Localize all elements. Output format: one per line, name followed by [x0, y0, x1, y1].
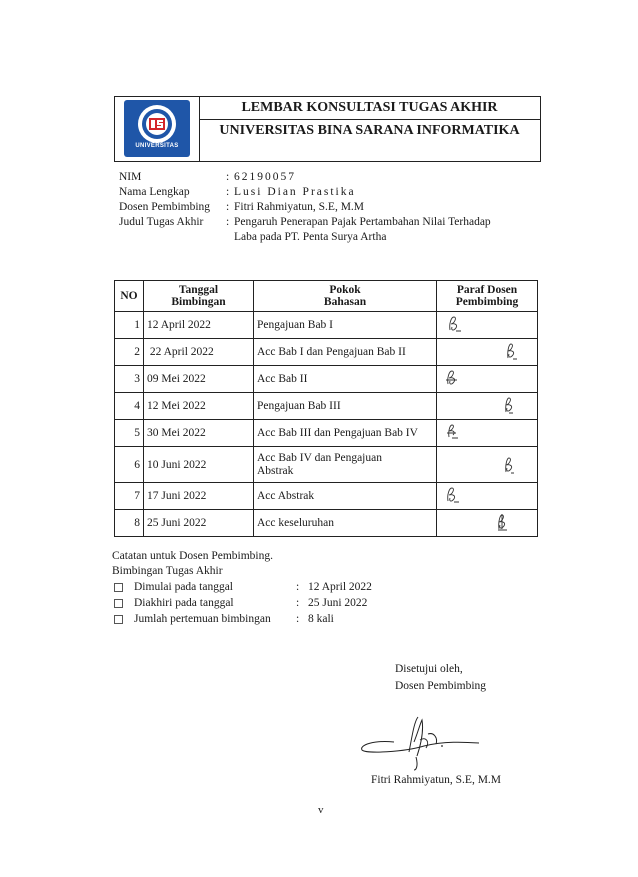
- initial-signature-icon: [499, 455, 519, 475]
- logo-caption: UNIVERSITAS: [135, 143, 179, 149]
- row-topic: [254, 447, 437, 483]
- checkbox-icon: [114, 599, 123, 608]
- table-row: [115, 393, 538, 420]
- row-no: 5: [115, 420, 144, 447]
- row-topic: Acc keseluruhan: [254, 510, 437, 537]
- table-row: [115, 312, 538, 339]
- header-no: NO: [115, 281, 144, 312]
- header-paraf-line1: Paraf Dosen: [456, 284, 518, 296]
- row-date: 12 April 2022: [144, 312, 254, 339]
- header-topic-line1: Pokok: [329, 284, 361, 296]
- note-value: 25 Juni 2022: [308, 597, 368, 609]
- note-item-end: [112, 595, 368, 611]
- table-row: [115, 420, 538, 447]
- header-box: [114, 96, 541, 162]
- note-item-start: [112, 579, 372, 595]
- consultation-table-wrap: [114, 280, 538, 537]
- note-item-count: [112, 611, 334, 627]
- header-date-line1: Tanggal: [178, 284, 219, 296]
- initial-signature-icon: [499, 395, 519, 415]
- row-paraf: [437, 393, 538, 420]
- page-number: v: [318, 804, 324, 816]
- header-date: [144, 281, 254, 312]
- advisor-value: Fitri Rahmiyatun, S.E, M.M: [234, 201, 365, 213]
- table-row: [115, 483, 538, 510]
- approval-block: [395, 661, 486, 695]
- row-topic: Pengajuan Bab I: [254, 312, 437, 339]
- form-title: LEMBAR KONSULTASI TUGAS AKHIR: [199, 97, 540, 120]
- thesis-label: Judul Tugas Akhir: [119, 216, 204, 228]
- table-row: [115, 510, 538, 537]
- row-paraf: [437, 420, 538, 447]
- consultation-table: [114, 280, 538, 537]
- row-topic: Acc Abstrak: [254, 483, 437, 510]
- row-topic-line2: Abstrak: [257, 464, 294, 477]
- row-paraf: [437, 447, 538, 483]
- row-paraf: [437, 339, 538, 366]
- table-row: [115, 366, 538, 393]
- table-header-row: [115, 281, 538, 312]
- colon: :: [226, 216, 230, 228]
- row-paraf: [437, 510, 538, 537]
- row-topic: Acc Bab II: [254, 366, 437, 393]
- initial-signature-icon: [445, 314, 465, 334]
- table-row: [115, 447, 538, 483]
- row-paraf: [437, 312, 538, 339]
- header-topic-line2: Bahasan: [323, 296, 367, 308]
- approval-line1: Disetujui oleh,: [395, 663, 463, 675]
- colon: :: [226, 186, 230, 198]
- row-no: 2: [115, 339, 144, 366]
- header-paraf: [437, 281, 538, 312]
- colon: :: [296, 613, 300, 625]
- colon: :: [296, 581, 300, 593]
- header-date-line2: Bimbingan: [171, 296, 226, 308]
- row-no: 1: [115, 312, 144, 339]
- row-date: 10 Juni 2022: [144, 447, 254, 483]
- signer-name: Fitri Rahmiyatun, S.E, M.M: [371, 774, 502, 786]
- note-label: Jumlah pertemuan bimbingan: [134, 613, 271, 625]
- logo-cell: [115, 97, 200, 161]
- row-date: 12 Mei 2022: [144, 393, 254, 420]
- row-no: 8: [115, 510, 144, 537]
- row-date: 09 Mei 2022: [144, 366, 254, 393]
- row-date: 17 Juni 2022: [144, 483, 254, 510]
- row-topic: Acc Bab I dan Pengajuan Bab II: [254, 339, 437, 366]
- notes-heading: Catatan untuk Dosen Pembimbing.: [112, 550, 273, 562]
- row-paraf: [437, 366, 538, 393]
- colon: :: [226, 201, 230, 213]
- initial-signature-icon: [501, 341, 521, 361]
- nim-label: NIM: [119, 171, 142, 183]
- advisor-notes: [112, 549, 372, 627]
- name-label: Nama Lengkap: [119, 186, 190, 198]
- row-no: 3: [115, 366, 144, 393]
- colon: :: [296, 597, 300, 609]
- initial-signature-icon: [443, 368, 463, 388]
- note-value: 8 kali: [308, 613, 334, 625]
- row-no: 4: [115, 393, 144, 420]
- row-no: 6: [115, 447, 144, 483]
- initial-signature-icon: [443, 485, 463, 505]
- checkbox-icon: [114, 583, 123, 592]
- row-no: 7: [115, 483, 144, 510]
- header-topic: [254, 281, 437, 312]
- university-name: UNIVERSITAS BINA SARANA INFORMATIKA: [219, 123, 520, 138]
- checkbox-icon: [114, 615, 123, 624]
- row-topic: Pengajuan Bab III: [254, 393, 437, 420]
- note-label: Dimulai pada tanggal: [134, 581, 233, 593]
- row-date: 22 April 2022: [144, 339, 254, 366]
- approval-line2: Dosen Pembimbing: [395, 680, 487, 692]
- name-value: Lusi Dian Prastika: [234, 186, 356, 198]
- table-row: [115, 339, 538, 366]
- thesis-title-line2: Laba pada PT. Penta Surya Artha: [234, 231, 387, 243]
- row-topic-line1: Acc Bab IV dan Pengajuan: [257, 451, 382, 464]
- nim-value: 62190057: [234, 171, 296, 183]
- notes-subheading: Bimbingan Tugas Akhir: [112, 565, 223, 577]
- row-date: 25 Juni 2022: [144, 510, 254, 537]
- thesis-title-line1: Pengaruh Penerapan Pajak Pertambahan Nilai Terhadap: [234, 216, 491, 228]
- note-label: Diakhiri pada tanggal: [134, 597, 234, 609]
- initial-signature-icon: [493, 512, 513, 532]
- advisor-label: Dosen Pembimbing: [119, 201, 211, 213]
- row-paraf: [437, 483, 538, 510]
- header-paraf-line2: Pembimbing: [455, 296, 519, 308]
- advisor-signature-icon: [354, 712, 484, 772]
- university-logo: [124, 100, 190, 157]
- note-value: 12 April 2022: [308, 581, 372, 593]
- row-topic: Acc Bab III dan Pengajuan Bab IV: [254, 420, 437, 447]
- row-date: 30 Mei 2022: [144, 420, 254, 447]
- initial-signature-icon: [443, 422, 463, 442]
- colon: :: [226, 171, 230, 183]
